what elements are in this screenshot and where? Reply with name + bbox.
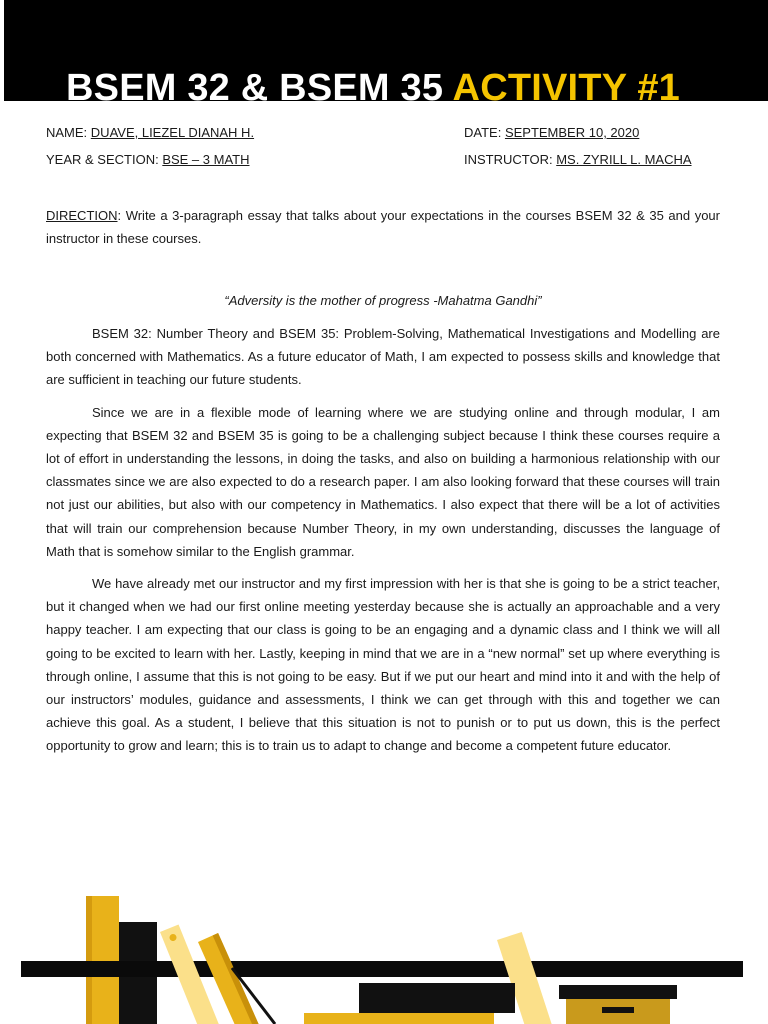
shelf-board <box>21 961 743 977</box>
book-stack-gold <box>304 1013 494 1024</box>
box-lid <box>559 985 677 999</box>
section-value: BSE – 3 MATH <box>162 152 250 167</box>
book-stack-black <box>359 983 515 1013</box>
page-title <box>66 64 680 112</box>
essay-body <box>46 322 720 767</box>
bookshelf-illustration <box>0 880 768 1024</box>
direction-block <box>46 204 720 250</box>
essay-paragraph: Since we are in a flexible mode of learning where we are studying online and through modular, I am expecting that BSEM 32 and BSEM 35 is going to be a challenging subject because I think these courses require a lot of effort in understanding the lessons, in doing the tasks, and also on building a harmonious relationship with our classmates since we are also expected to do a research paper. I am also looking forward that these courses will train not just our abilities, but also with our competency in Mathematics. I also expect that there will be a lot of activities that will train our comprehension because Number Theory, in my own understanding, discusses the language of Math that is somehow similar to the English grammar. <box>46 404 720 559</box>
instructor-label: INSTRUCTOR: <box>464 152 557 167</box>
title-accent: ACTIVITY #1 <box>452 67 681 109</box>
date-value: SEPTEMBER 10, 2020 <box>504 125 640 140</box>
name-field <box>46 125 254 141</box>
name-value: DUAVE, LIEZEL DIANAH H. <box>90 125 255 140</box>
essay-paragraph: BSEM 32: Number Theory and BSEM 35: Problem-Solving, Mathematical Investigations and Modelling are both concerned with Mathematics. As a future educator of Math, I am expected to possess skills and knowledge that are sufficient in teaching our future students. <box>46 326 720 388</box>
instructor-field <box>464 152 692 168</box>
direction-text: : Write a 3-paragraph essay that talks about your expectations in the courses BSEM 32 & 35 and your instructor in these courses. <box>46 208 720 246</box>
section-field <box>46 152 250 168</box>
section-label: YEAR & SECTION: <box>46 152 163 167</box>
direction-label: DIRECTION <box>46 208 118 223</box>
box-handle <box>602 1007 634 1013</box>
instructor-value: MS. ZYRILL L. MACHA <box>556 152 692 167</box>
title-main: BSEM 32 & BSEM 35 <box>66 67 453 109</box>
date-label: DATE: <box>464 125 505 140</box>
book-spine-tall-gold-edge <box>86 896 92 1024</box>
name-label: NAME: <box>46 125 91 140</box>
quote: “Adversity is the mother of progress -Mahatma Gandhi” <box>224 293 542 308</box>
date-field <box>464 125 639 141</box>
essay-paragraph: We have already met our instructor and my first impression with her is that she is going to be a strict teacher, but it changed when we had our first online meeting yesterday because she is actually an approachable and a very happy teacher. I am expecting that our class is going to be an engaging and a dynamic class and I think we will all going to be excited to learn with her. Lastly, keeping in mind that we are in a “new normal” set up where everything is through online, I assume that this is not going to be easy. But if we put our heart and mind into it and with the help of our instructors’ modules, guidance and assessments, I think we can get through with this and together we can achieve this goal. As a student, I believe that this situation is not to punish or to put us down, this is the perfect opportunity to grow and learn; this is to train us to adapt to change and become a competent future educator. <box>46 576 720 754</box>
